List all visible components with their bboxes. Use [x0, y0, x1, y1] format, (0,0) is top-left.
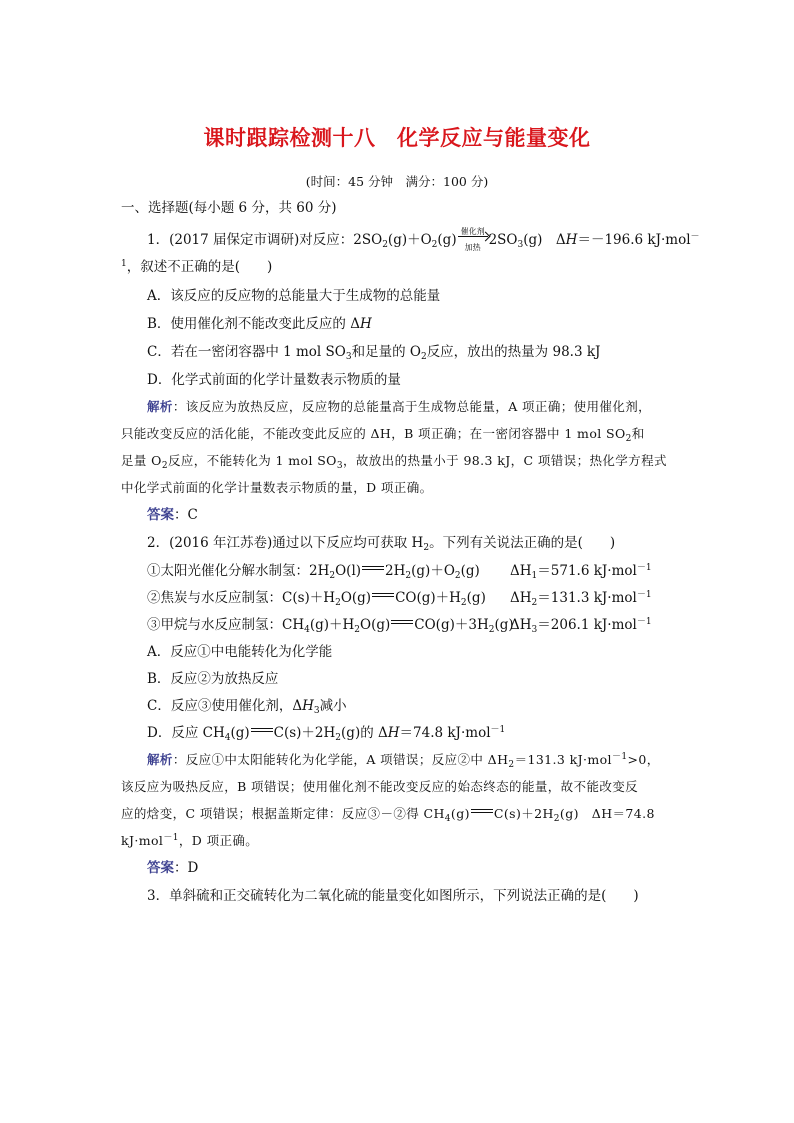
q1-stem-line2: $^1$，叙述不正确的是( )	[121, 259, 273, 275]
equals-arrow	[390, 618, 414, 628]
q2-reaction-2-enthalpy: $\Delta H_2=131.3$ kJ·mol$^{-1}$	[510, 590, 652, 608]
explanation-label: 解析	[147, 752, 173, 767]
q3-stem: 3．单斜硫和正交硫转化为二氧化硫的能量变化如图所示，下列说法正确的是( )	[147, 888, 639, 904]
q2-explanation-line2: 该反应为吸热反应，B 项错误；使用催化剂不能改变反应的始态终态的能量，故不能改变反	[121, 779, 639, 794]
q2-explanation-line3: 应的焓变，C 项错误；根据盖斯定律：反应③－②得 $CH_4(g)$ $C(s)+2H_2(g)$ ΔH＝74.8	[121, 806, 655, 824]
equals-arrow	[371, 591, 395, 601]
q2-explanation-line1: 解析：反应①中太阳能转化为化学能，A 项错误；反应②中 $\Delta H_2=131.3$ kJ·mol$^{-1}$>0，	[147, 752, 660, 770]
q2-explanation-line4: kJ·mol$^{-1}$，D 项正确。	[121, 833, 259, 848]
q2-option-d: D．反应 $CH_4(g)$ $C(s)+2H_2(g)$的 ΔH＝74.8 kJ·mol$^{-1}$	[147, 725, 506, 743]
answer-label: 答案	[147, 507, 174, 523]
q1-option-b: B．使用催化剂不能改变此反应的 ΔH	[147, 316, 372, 332]
q1-explanation-line4: 中化学式前面的化学计量数表示物质的量，D 项正确。	[121, 480, 433, 495]
q2-reaction-1-enthalpy: $\Delta H_1=571.6$ kJ·mol$^{-1}$	[510, 563, 652, 581]
q2-reaction-2: ②焦炭与水反应制氢：$C(s)+H_2O(g)$ $CO(g)+H_2(g)$	[147, 590, 486, 608]
q2-reaction-1: ①太阳光催化分解水制氢：$2H_2O(l)$ $2H_2(g)+O_2(g)$	[147, 563, 480, 581]
q1-option-a: A．该反应的反应物的总能量大于生成物的总能量	[147, 288, 441, 304]
q2-option-a: A．反应①中电能转化为化学能	[147, 644, 333, 660]
time-score-note: (时间：45 分钟 满分：100 分)	[305, 174, 489, 189]
q1-explanation-line2: 只能改变反应的活化能，不能改变此反应的 ΔH，B 项正确；在一密闭容器中 1 mol $SO_2$和	[121, 426, 645, 444]
q2-option-c: C．反应③使用催化剂，$\Delta H_3$减小	[147, 698, 347, 716]
answer-label: 答案	[147, 860, 174, 876]
q1-explanation-line3: 足量 $O_2$反应，不能转化为 1 mol $SO_3$，故放出的热量小于 98.3 kJ，C 项错误；热化学方程式	[121, 453, 667, 471]
q1-option-c: C．若在一密闭容器中 1 mol $SO_3$和足量的 $O_2$反应，放出的热量为 98.3 kJ	[147, 344, 601, 362]
equals-arrow	[361, 564, 385, 574]
q1-stem-line1: 1．(2017 届保定市调研)对反应：$2SO_2(g)+O_2(g)$ 催化剂 加热 $2SO_3(g)$ ΔH＝－196.6 kJ·mol－	[147, 227, 700, 252]
q2-answer: 答案：D	[147, 860, 199, 876]
section-heading: 一、选择题(每小题 6 分，共 60 分)	[121, 200, 337, 216]
equals-arrow	[250, 726, 274, 736]
q2-reaction-3-enthalpy: $\Delta H_3=206.1$ kJ·mol$^{-1}$	[510, 617, 652, 635]
explanation-label: 解析	[147, 399, 173, 414]
q2-stem: 2．(2016 年江苏卷)通过以下反应均可获取 $H_2$。下列有关说法正确的是( )	[147, 535, 616, 553]
q1-option-d: D．化学式前面的化学计量数表示物质的量	[147, 372, 401, 388]
equals-arrow	[470, 807, 494, 817]
page-title: 课时跟踪检测十八 化学反应与能量变化	[203, 126, 591, 150]
q2-reaction-3: ③甲烷与水反应制氢：$CH_4(g)+H_2O(g)$ $CO(g)+3H_2(g)$	[147, 617, 514, 635]
q1-explanation-line1: 解析：该反应为放热反应，反应物的总能量高于生成物总能量，A 项正确；使用催化剂，	[147, 399, 652, 414]
reaction-arrow: 催化剂 加热	[457, 230, 489, 246]
q2-option-b: B．反应②为放热反应	[147, 671, 279, 687]
q1-answer: 答案：C	[147, 507, 198, 523]
